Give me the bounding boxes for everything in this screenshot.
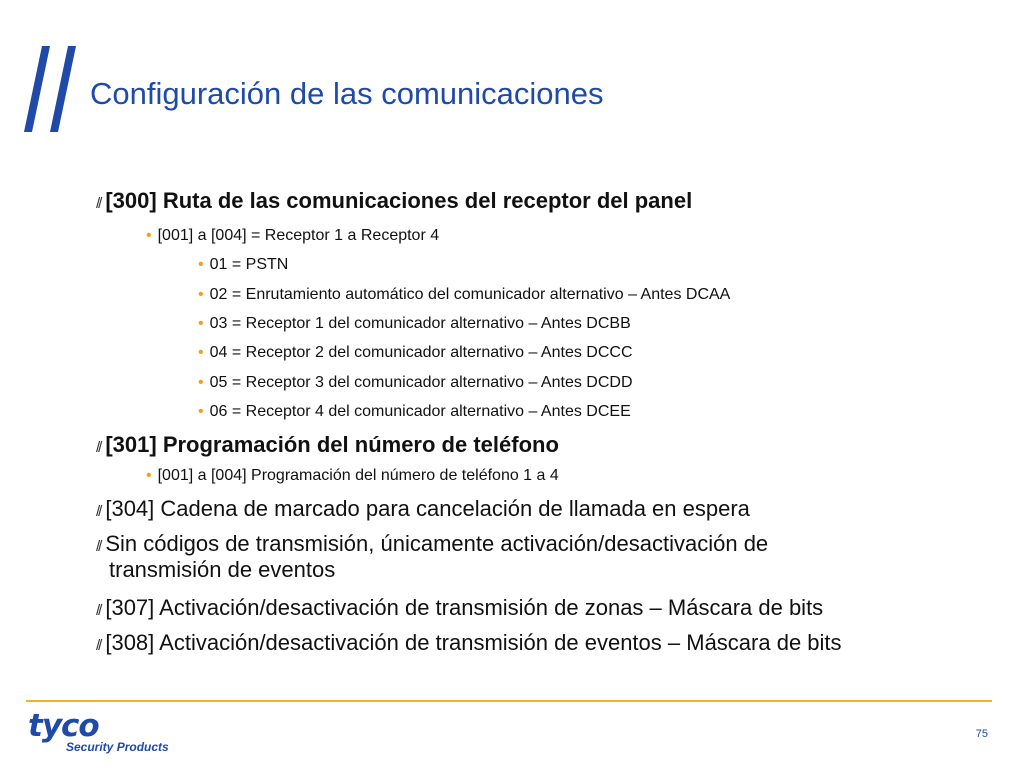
list-item	[96, 188, 692, 214]
bullet-icon: •	[146, 227, 152, 244]
list-item-text: 01 = PSTN	[209, 256, 289, 273]
list-item-text: 05 = Receptor 3 del comunicador alternativo – Antes DCDD	[209, 374, 633, 391]
list-item	[96, 496, 750, 522]
double-slash-icon	[24, 46, 84, 136]
list-item	[198, 315, 631, 333]
list-item	[96, 595, 823, 621]
footer-divider	[26, 700, 992, 702]
double-slash-bullet-icon: //	[96, 195, 101, 212]
double-slash-bullet-icon: //	[96, 602, 101, 619]
slide-title: Configuración de las comunicaciones	[90, 76, 604, 111]
list-item	[198, 286, 730, 304]
list-item	[146, 227, 439, 245]
list-item-text: Sin códigos de transmisión, únicamente activación/desactivación de	[105, 531, 769, 556]
list-item-text: 04 = Receptor 2 del comunicador alternativo – Antes DCCC	[209, 344, 633, 361]
list-item	[96, 531, 768, 583]
list-item-text: [304] Cadena de marcado para cancelación de llamada en espera	[105, 496, 750, 521]
tyco-logo	[28, 708, 188, 758]
bullet-icon: •	[198, 256, 204, 273]
list-item-text: [301] Programación del número de teléfono	[105, 432, 559, 457]
list-item-text: [300] Ruta de las comunicaciones del receptor del panel	[105, 188, 693, 213]
double-slash-bullet-icon: //	[96, 439, 101, 456]
list-item	[198, 256, 288, 274]
list-item	[96, 630, 842, 656]
bullet-icon: •	[146, 467, 152, 484]
list-item	[198, 374, 633, 392]
bullet-icon: •	[198, 374, 204, 391]
double-slash-bullet-icon: //	[96, 538, 101, 555]
list-item-text: 06 = Receptor 4 del comunicador alternativo – Antes DCEE	[209, 403, 631, 420]
list-item	[146, 467, 559, 485]
list-item	[96, 432, 559, 458]
double-slash-bullet-icon: //	[96, 637, 101, 654]
bullet-icon: •	[198, 286, 204, 303]
logo-subtitle: Security Products	[66, 740, 169, 754]
logo-wordmark: tyco	[28, 708, 99, 744]
list-item-text: 02 = Enrutamiento automático del comunicador alternativo – Antes DCAA	[209, 286, 731, 303]
list-item-text: [001] a [004] = Receptor 1 a Receptor 4	[157, 227, 440, 244]
list-item-text: [308] Activación/desactivación de transmisión de eventos – Máscara de bits	[105, 630, 842, 655]
list-item-text: [307] Activación/desactivación de transmisión de zonas – Máscara de bits	[105, 595, 824, 620]
bullet-icon: •	[198, 344, 204, 361]
list-item-text: 03 = Receptor 1 del comunicador alternativo – Antes DCBB	[209, 315, 631, 332]
list-item-text: [001] a [004] Programación del número de teléfono 1 a 4	[157, 467, 559, 484]
bullet-icon: •	[198, 403, 204, 420]
list-item	[198, 344, 633, 362]
page-number: 75	[975, 728, 988, 740]
double-slash-bullet-icon: //	[96, 503, 101, 520]
list-item	[198, 403, 631, 421]
list-item-text-continued: transmisión de eventos	[109, 557, 336, 582]
bullet-icon: •	[198, 315, 204, 332]
